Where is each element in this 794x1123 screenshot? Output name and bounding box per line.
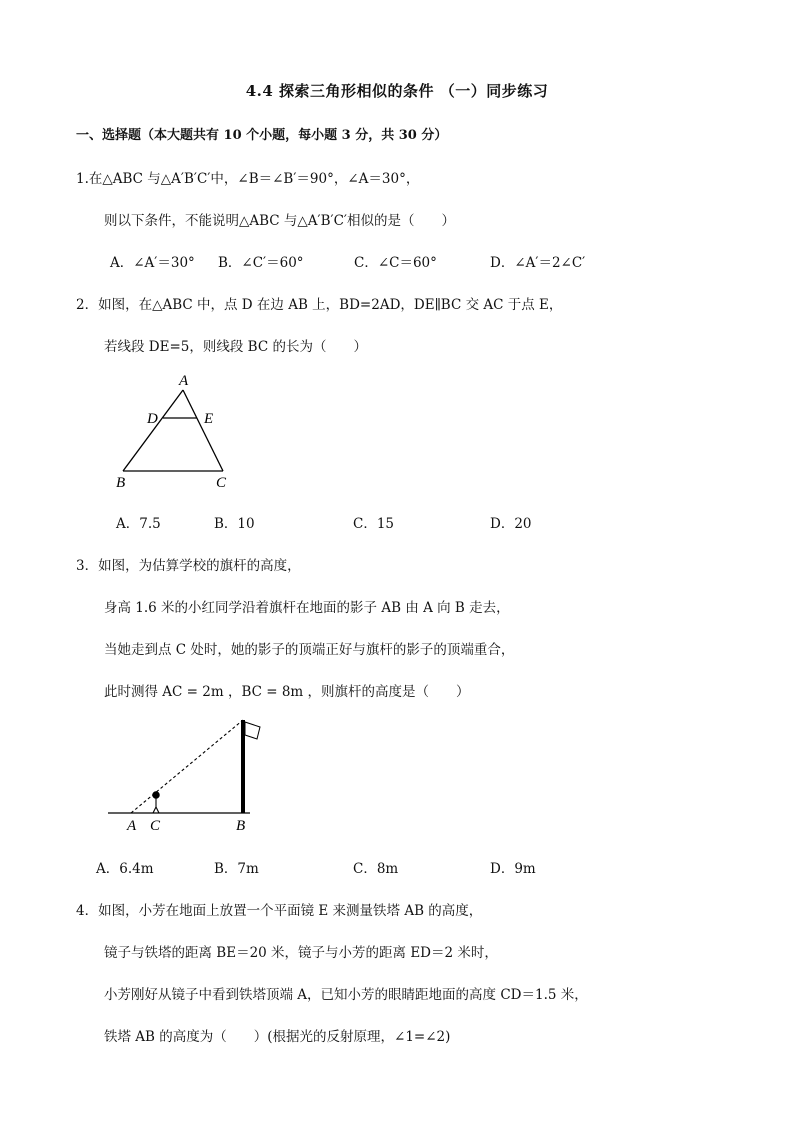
q2-option-d[interactable]: D．20 xyxy=(490,516,532,532)
q3-option-c[interactable]: C．8m xyxy=(353,861,399,877)
q3-label-a: A xyxy=(127,818,137,834)
q4-stem-line2: 镜子与铁塔的距离 BE＝20 米，镜子与小芳的距离 ED＝2 米时， xyxy=(104,945,498,961)
q1-option-b[interactable]: B．∠C′＝60° xyxy=(218,255,304,271)
q2-stem-line1: 2．如图，在△ABC 中，点 D 在边 AB 上，BD=2AD，DE∥BC 交 AC 于点 E， xyxy=(76,297,563,313)
q3-option-a[interactable]: A．6.4m xyxy=(96,861,154,877)
q4-stem-line1: 4．如图，小芳在地面上放置一个平面镜 E 来测量铁塔 AB 的高度， xyxy=(76,903,483,919)
q1-option-a[interactable]: A．∠A′＝30° xyxy=(110,255,195,271)
q3-stem-line1: 3．如图，为估算学校的旗杆的高度， xyxy=(76,558,301,574)
q1-stem-line2: 则以下条件，不能说明△ABC 与△A′B′C′相似的是（ ） xyxy=(104,213,455,229)
q2-label-e: E xyxy=(204,411,214,427)
q1-stem-line1: 1.在△ABC 与△A′B′C′中，∠B＝∠B′＝90°，∠A＝30°， xyxy=(76,171,420,187)
q2-option-c[interactable]: C．15 xyxy=(353,516,395,532)
q4-stem-line4: 铁塔 AB 的高度为（ ）(根据光的反射原理，∠1=∠2) xyxy=(104,1029,451,1045)
q2-stem-line2: 若线段 DE=5，则线段 BC 的长为（ ） xyxy=(104,339,367,355)
q3-person xyxy=(153,792,159,813)
q1-option-d[interactable]: D．∠A′＝2∠C′ xyxy=(490,255,586,271)
q2-label-c: C xyxy=(216,475,227,491)
q2-triangle-figure xyxy=(108,368,248,496)
q2-side-ab xyxy=(123,390,183,471)
q2-option-a[interactable]: A．7.5 xyxy=(116,516,161,532)
q3-sight-line xyxy=(131,720,243,813)
q3-stem-line4: 此时测得 AC = 2m ，BC = 8m ，则旗杆的高度是（ ） xyxy=(104,684,470,700)
q3-option-d[interactable]: D．9m xyxy=(490,861,536,877)
q3-label-b: B xyxy=(236,818,246,834)
q1-option-c[interactable]: C．∠C＝60° xyxy=(354,255,437,271)
q3-stem-line3: 当她走到点 C 处时，她的影子的顶端正好与旗杆的影子的顶端重合， xyxy=(104,642,515,658)
q2-label-b: B xyxy=(116,475,126,491)
q2-label-a: A xyxy=(179,373,189,389)
q3-flag xyxy=(245,722,260,739)
q2-option-b[interactable]: B．10 xyxy=(214,516,255,532)
page-title: 4.4 探索三角形相似的条件 （一）同步练习 xyxy=(245,82,549,100)
q3-flagpole-figure xyxy=(100,712,280,836)
q4-stem-line3: 小芳刚好从镜子中看到铁塔顶端 A，已知小芳的眼睛距地面的高度 CD＝1.5 米， xyxy=(104,987,588,1003)
q3-option-b[interactable]: B．7m xyxy=(214,861,259,877)
q3-stem-line2: 身高 1.6 米的小红同学沿着旗杆在地面的影子 AB 由 A 向 B 走去， xyxy=(104,600,510,616)
q2-label-d: D xyxy=(147,411,158,427)
section-heading: 一、选择题（本大题共有 10 个小题，每小题 3 分，共 30 分） xyxy=(76,128,448,143)
q2-side-ac xyxy=(183,390,223,471)
q3-label-c: C xyxy=(150,818,161,834)
q3-person-head xyxy=(153,792,159,798)
